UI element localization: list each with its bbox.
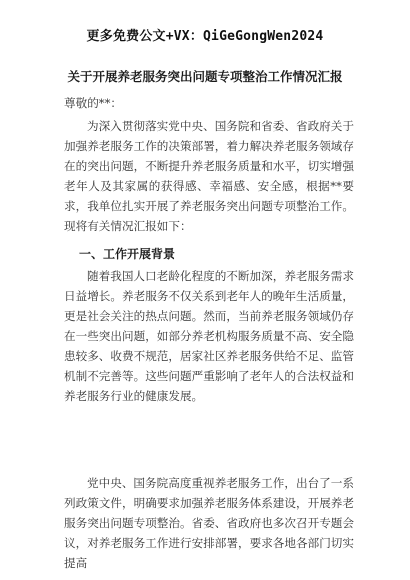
watermark-banner: 更多免费公文+VX：QiGeGongWen2024 [86,29,324,44]
salutation: 尊敬的**： [64,96,122,110]
paragraph-background: 随着我国人口老龄化程度的不断加深，养老服务需求日益增长。养老服务不仅关系到老年人的晚年生活质量，更是社会关注的热点问题。然而，当前养老服务领域仍存在一些突出问题，如部分养老机构服务质量不高、安全隐患较多、收费不规范，居家社区养老服务供给不足、监管机制不完善等。这些问题严重影响了老年人的合法权益和养老服务行业的健康发展。 [64,269,354,403]
paragraph-intro: 为深入贯彻落实党中央、国务院和省委、省政府关于加强养老服务工作的决策部署，着力解决养老服务领域存在的突出问题，不断提升养老服务质量和水平，切实增强老年人及其家属的获得感、幸福感、安全感，根据**要求，我单位扎实开展了养老服务突出问题专项整治工作。现将有关情况汇报如下： [64,119,354,233]
section-heading-background: 一、工作开展背景 [79,247,176,261]
document-title: 关于开展养老服务突出问题专项整治工作情况汇报 [67,69,343,84]
paragraph-policy: 党中央、国务院高度重视养老服务工作，出台了一系列政策文件，明确要求加强养老服务体系建设，开展养老服务突出问题专项整治。省委、省政府也多次召开专题会议，对养老服务工作进行安排部署，要求各地各部门切实提高 [64,476,354,570]
